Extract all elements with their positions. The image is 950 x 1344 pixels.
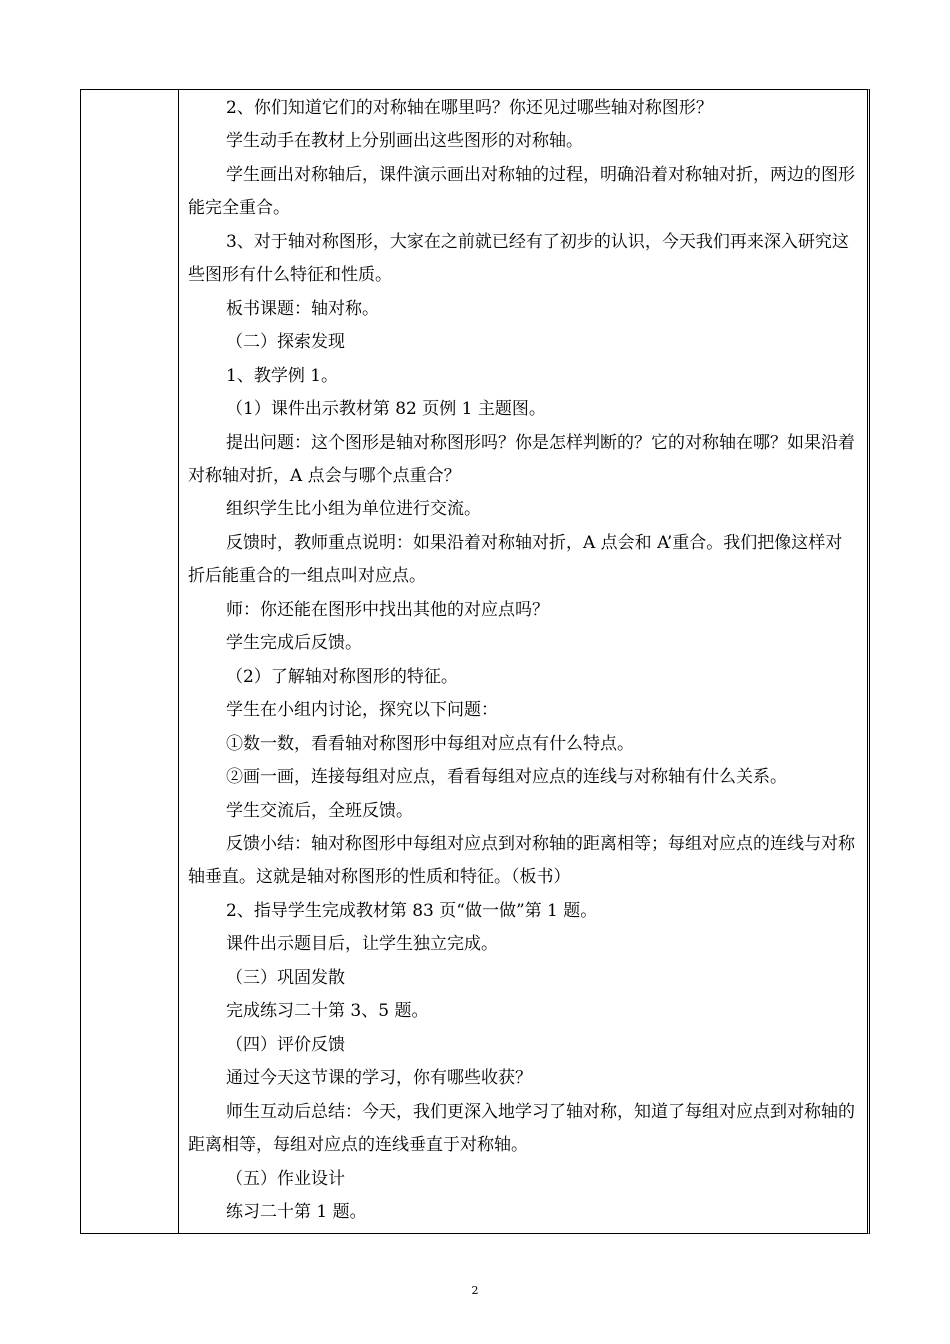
paragraph: 完成练习二十第 3、5 题。 <box>226 1001 429 1022</box>
paragraph: 通过今天这节课的学习，你有哪些收获？ <box>226 1068 532 1089</box>
paragraph: 课件出示题目后，让学生独立完成。 <box>226 934 498 955</box>
page-number: 2 <box>471 1284 479 1297</box>
paragraph: 师：你还能在图形中找出其他的对应点吗？ <box>226 599 549 620</box>
paragraph: ②画一画，连接每组对应点，看看每组对应点的连线与对称轴有什么关系。 <box>226 767 787 788</box>
paragraph: 学生交流后，全班反馈。 <box>226 800 413 821</box>
paragraph: 板书课题：轴对称。 <box>226 298 379 319</box>
lesson-table <box>80 89 870 1234</box>
paragraph: 反馈时，教师重点说明：如果沿着对称轴对折，A 点会和 A’重合。我们把像这样对折后能重合的一组点叫对应点。 <box>188 532 843 587</box>
paragraph: 2、指导学生完成教材第 83 页“做一做”第 1 题。 <box>226 900 598 921</box>
paragraph: （2）了解轴对称图形的特征。 <box>226 666 458 687</box>
section-heading: （五）作业设计 <box>226 1168 345 1189</box>
lesson-content-cell <box>188 92 858 1229</box>
paragraph: 师生互动后总结：今天，我们更深入地学习了轴对称，知道了每组对应点到对称轴的距离相等，每组对应点的连线垂直于对称轴。 <box>188 1101 855 1156</box>
paragraph: 练习二十第 1 题。 <box>226 1201 367 1222</box>
paragraph: 提出问题：这个图形是轴对称图形吗？你是怎样判断的？它的对称轴在哪？如果沿着对称轴对折，A 点会与哪个点重合？ <box>188 432 855 486</box>
paragraph: （1）课件出示教材第 82 页例 1 主题图。 <box>226 399 546 420</box>
paragraph: 2、你们知道它们的对称轴在哪里吗？你还见过哪些轴对称图形？ <box>226 98 713 118</box>
paragraph: 1、教学例 1。 <box>226 365 339 386</box>
section-heading: （二）探索发现 <box>226 332 345 353</box>
paragraph: 3、对于轴对称图形，大家在之前就已经有了初步的认识，今天我们再来深入研究这些图形有什么特征和性质。 <box>188 231 849 286</box>
paragraph: ①数一数，看看轴对称图形中每组对应点有什么特点。 <box>226 733 634 754</box>
paragraph: 学生在小组内讨论，探究以下问题： <box>226 700 498 721</box>
paragraph: 组织学生比小组为单位进行交流。 <box>226 499 481 520</box>
column-divider <box>178 90 179 1233</box>
paragraph: 学生画出对称轴后，课件演示画出对称轴的过程，明确沿着对称轴对折，两边的图形能完全重合。 <box>188 164 855 219</box>
paragraph: 学生完成后反馈。 <box>226 633 362 654</box>
paragraph: 学生动手在教材上分别画出这些图形的对称轴。 <box>226 131 583 152</box>
paragraph: 反馈小结：轴对称图形中每组对应点到对称轴的距离相等；每组对应点的连线与对称轴垂直。这就是轴对称图形的性质和特征。（板书） <box>188 833 855 888</box>
section-heading: （三）巩固发散 <box>226 967 345 988</box>
section-heading: （四）评价反馈 <box>226 1034 345 1055</box>
